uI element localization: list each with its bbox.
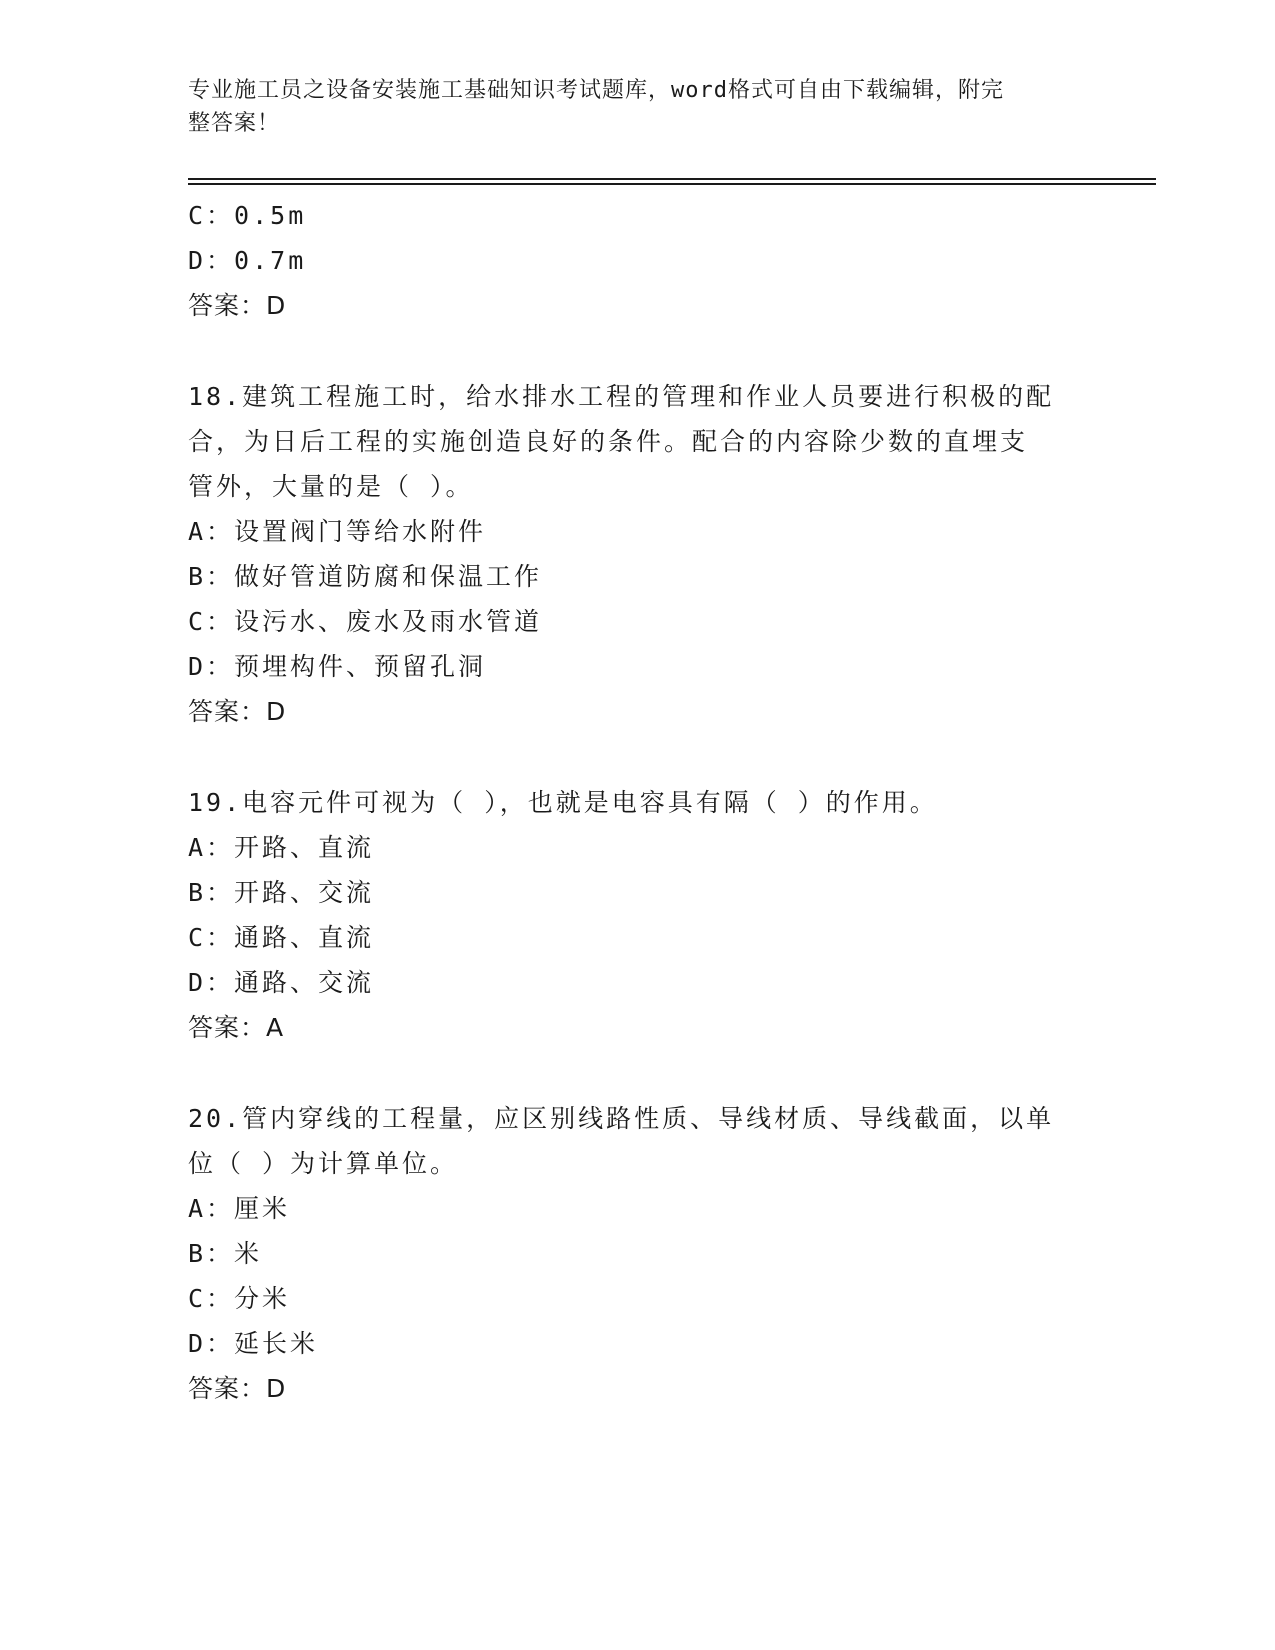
spacer <box>188 1050 1088 1096</box>
question-text <box>188 1096 1078 1186</box>
option-b: B：开路、交流 <box>188 878 375 907</box>
option-a: A：设置阀门等给水附件 <box>188 517 487 546</box>
document-header <box>188 74 1068 140</box>
header-divider-top <box>188 178 1156 180</box>
question-text <box>188 374 1078 509</box>
option-b: B：做好管道防腐和保温工作 <box>188 562 543 591</box>
header-line-2: 整答案！ <box>188 111 281 136</box>
previous-question-tail <box>188 193 1088 328</box>
option-c: C：设污水、废水及雨水管道 <box>188 607 543 636</box>
option-d: D：通路、交流 <box>188 968 375 997</box>
option-a: A：厘米 <box>188 1194 291 1223</box>
question-18 <box>188 374 1088 734</box>
question-20 <box>188 1096 1088 1411</box>
option-b: B：米 <box>188 1239 263 1268</box>
option-a: A：开路、直流 <box>188 833 375 862</box>
option-d: D：预埋构件、预留孔洞 <box>188 652 487 681</box>
question-line: 合，为日后工程的实施创造良好的条件。配合的内容除少数的直埋支 <box>188 427 1029 456</box>
option-d: D：0.7m <box>188 246 307 275</box>
spacer <box>188 734 1088 780</box>
question-line: 位（ ）为计算单位。 <box>188 1149 459 1178</box>
option-c: C：0.5m <box>188 201 307 230</box>
question-line: 18.建筑工程施工时，给水排水工程的管理和作业人员要进行积极的配 <box>188 382 1055 411</box>
answer-line: 答案：D <box>188 697 287 726</box>
question-line: 20.管内穿线的工程量，应区别线路性质、导线材质、导线截面，以单 <box>188 1104 1055 1133</box>
question-line: 19.电容元件可视为（ ），也就是电容具有隔（ ）的作用。 <box>188 788 938 817</box>
answer-line: 答案：D <box>188 1374 287 1403</box>
question-19 <box>188 780 1088 1050</box>
spacer <box>188 328 1088 374</box>
option-c: C：分米 <box>188 1284 291 1313</box>
option-d: D：延长米 <box>188 1329 319 1358</box>
question-text <box>188 780 1078 825</box>
header-line-1: 专业施工员之设备安装施工基础知识考试题库，word格式可自由下载编辑，附完 <box>188 78 1004 103</box>
question-list <box>188 193 1088 1411</box>
answer-line: 答案：D <box>188 291 287 320</box>
question-line: 管外，大量的是（ ）。 <box>188 472 474 501</box>
header-divider-bottom <box>188 183 1156 185</box>
answer-line: 答案：A <box>188 1013 285 1042</box>
option-c: C：通路、直流 <box>188 923 375 952</box>
